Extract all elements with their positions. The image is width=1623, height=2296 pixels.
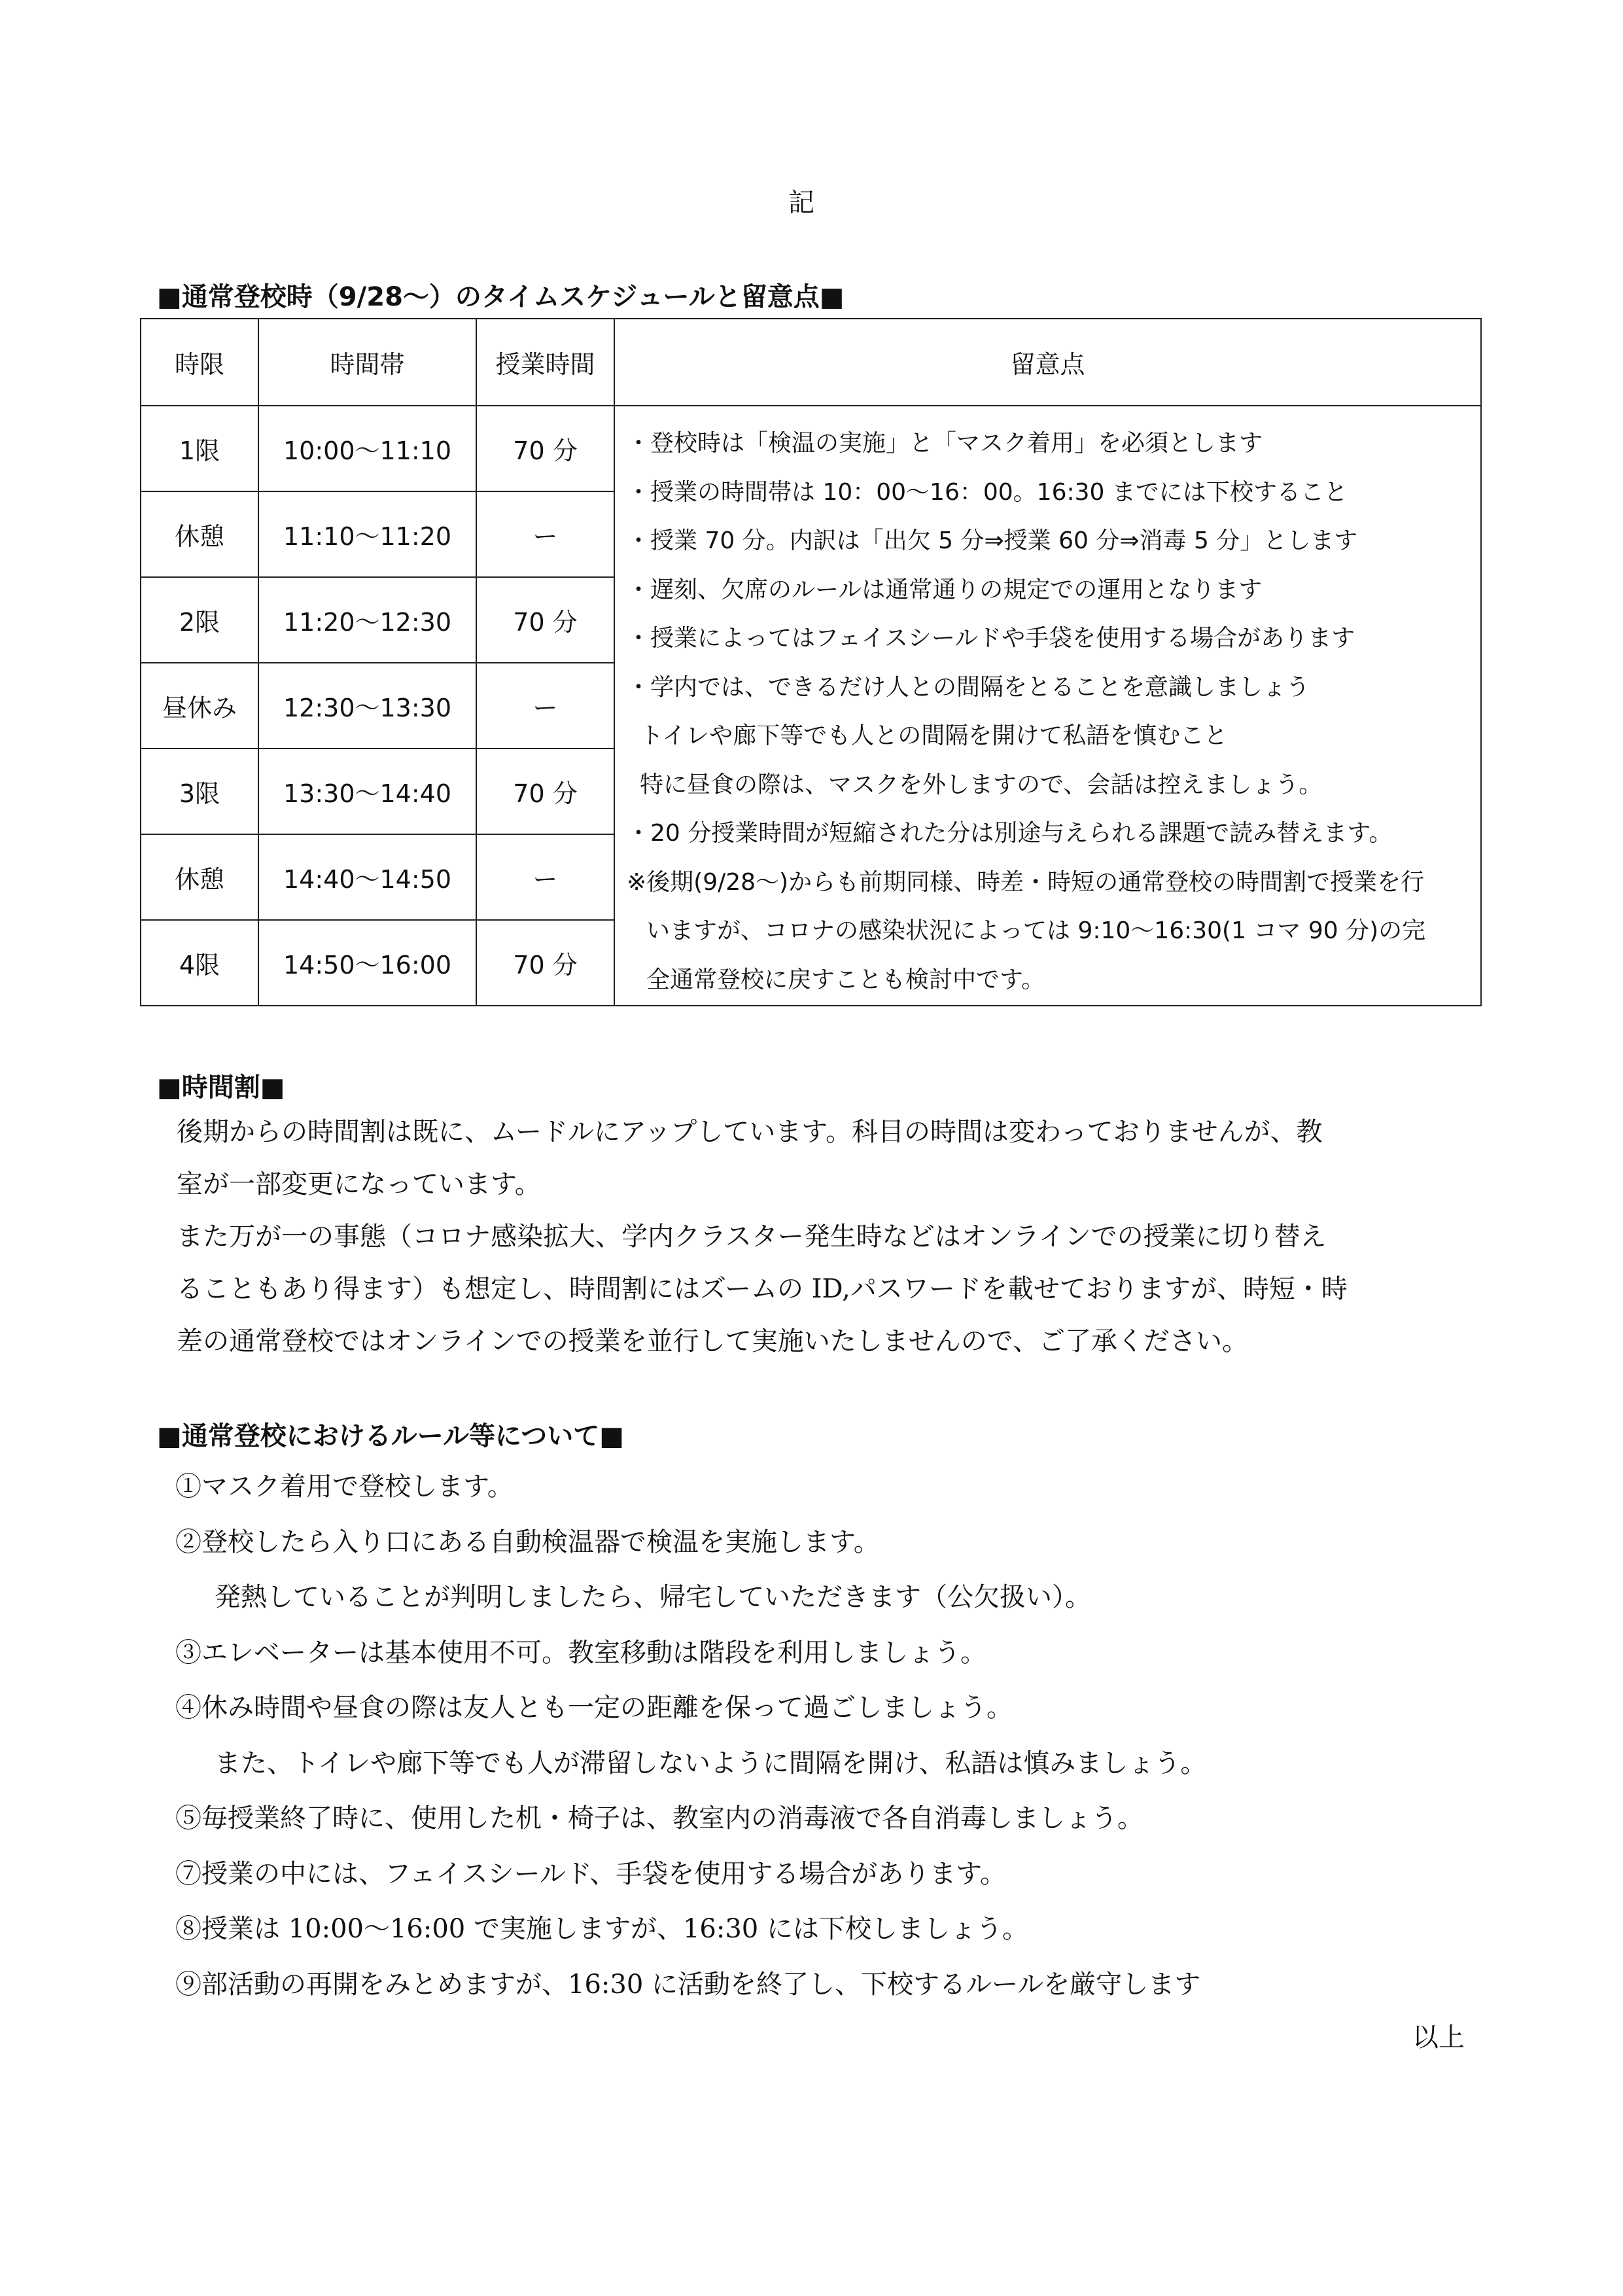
notes-cell — [614, 406, 1481, 1006]
rule-item: また、トイレや廊下等でも人が滞留しないように間隔を開け、私語は慎みましょう。 — [215, 1748, 1207, 1778]
time-cell: 11:10～11:20 — [258, 491, 476, 577]
note-line: ・20 分授業時間が短縮された分は別途与えられる課題で読み替えます。 — [627, 820, 1393, 847]
duration-cell: ー — [476, 491, 614, 577]
ki-mark: 記 — [788, 188, 814, 218]
schedule-heading: ■通常登校時（9/28～）のタイムスケジュールと留意点■ — [157, 282, 845, 312]
note-line: ・登校時は「検温の実施」と「マスク着用」を必須とします — [627, 430, 1263, 457]
table-header-row — [141, 319, 1481, 406]
period-cell: 4限 — [141, 920, 258, 1006]
time-cell: 10:00～11:10 — [258, 406, 476, 491]
note-line: ・学内では、できるだけ人との間隔をとることを意識しましょう — [627, 673, 1310, 701]
period-cell: 1限 — [141, 406, 258, 491]
note-line: ・授業の時間帯は 10：00～16：00。16:30 までには下校すること — [627, 478, 1348, 506]
header-period: 時限 — [141, 319, 258, 406]
period-cell: 休憩 — [141, 491, 258, 577]
paragraph-line: また万が一の事態（コロナ感染拡大、学内クラスター発生時などはオンラインでの授業に切り替え — [177, 1222, 1327, 1252]
paragraph-line: 後期からの時間割は既に、ムードルにアップしています。科目の時間は変わっておりませんが、教 — [177, 1117, 1323, 1147]
duration-cell: 70 分 — [476, 577, 614, 663]
rule-item: ③エレベーターは基本使用不可。教室移動は階段を利用しましょう。 — [175, 1637, 986, 1668]
timetable-paragraph — [177, 1106, 1478, 1368]
note-line: ・授業によってはフェイスシールドや手袋を使用する場合があります — [627, 625, 1355, 652]
rule-item: ④休み時間や昼食の際は友人とも一定の距離を保って過ごしましょう。 — [175, 1693, 1013, 1723]
note-line: トイレや廊下等でも人との間隔を開けて私語を慎むこと — [640, 722, 1228, 749]
note-line: ・授業 70 分。内訳は「出欠 5 分⇒授業 60 分⇒消毒 5 分」とします — [627, 527, 1358, 554]
header-time: 時間帯 — [258, 319, 476, 406]
period-cell: 3限 — [141, 749, 258, 834]
time-cell: 11:20～12:30 — [258, 577, 476, 663]
paragraph-line: 差の通常登校ではオンラインでの授業を並行して実施いたしませんので、ご了承ください。 — [177, 1326, 1248, 1356]
rule-item: ②登校したら入り口にある自動検温器で検温を実施します。 — [175, 1527, 880, 1557]
note-line: ※後期(9/28～)からも前期同様、時差・時短の通常登校の時間割で授業を行 — [627, 868, 1425, 896]
rule-item: ⑧授業は 10:00～16:00 で実施しますが、16:30 には下校しましょう。 — [175, 1914, 1028, 1944]
rules-list — [175, 1459, 1206, 2012]
note-line: ・遅刻、欠席のルールは通常通りの規定での運用となります — [627, 576, 1263, 603]
paragraph-line: ることもあり得ます）も想定し、時間割にはズームの ID,パスワードを載せておりますが、時短・時 — [177, 1274, 1348, 1304]
table-row — [141, 406, 1481, 491]
duration-cell: ー — [476, 834, 614, 920]
rule-item: ①マスク着用で登校します。 — [175, 1472, 514, 1502]
duration-cell: 70 分 — [476, 406, 614, 491]
time-cell: 13:30～14:40 — [258, 749, 476, 834]
time-cell: 14:50～16:00 — [258, 920, 476, 1006]
paragraph-line: 室が一部変更になっています。 — [177, 1169, 541, 1199]
timetable-heading: ■時間割■ — [157, 1072, 285, 1103]
note-line: 特に昼食の際は、マスクを外しますので、会話は控えましょう。 — [640, 771, 1323, 798]
closing-text: 以上 — [1412, 2022, 1465, 2053]
duration-cell: 70 分 — [476, 920, 614, 1006]
rule-item: 発熱していることが判明しましたら、帰宅していただきます（公欠扱い）。 — [215, 1582, 1091, 1612]
rule-item: ⑦授業の中には、フェイスシールド、手袋を使用する場合があります。 — [175, 1858, 1006, 1889]
time-cell: 14:40～14:50 — [258, 834, 476, 920]
rule-item: ⑤毎授業終了時に、使用した机・椅子は、教室内の消毒液で各自消毒しましょう。 — [175, 1803, 1143, 1833]
header-notes: 留意点 — [614, 319, 1481, 406]
period-cell: 休憩 — [141, 834, 258, 920]
period-cell: 昼休み — [141, 663, 258, 749]
time-cell: 12:30～13:30 — [258, 663, 476, 749]
header-duration: 授業時間 — [476, 319, 614, 406]
note-line: 全通常登校に戻すことも検討中です。 — [646, 966, 1045, 993]
rule-item: ⑨部活動の再開をみとめますが、16:30 に活動を終了し、下校するルールを厳守します — [175, 1969, 1201, 2000]
schedule-table — [140, 318, 1482, 1006]
note-line: いますが、コロナの感染状況によっては 9:10～16:30(1 コマ 90 分)の完 — [646, 917, 1426, 944]
duration-cell: ー — [476, 663, 614, 749]
rules-heading: ■通常登校におけるルール等について■ — [157, 1421, 624, 1451]
duration-cell: 70 分 — [476, 749, 614, 834]
period-cell: 2限 — [141, 577, 258, 663]
